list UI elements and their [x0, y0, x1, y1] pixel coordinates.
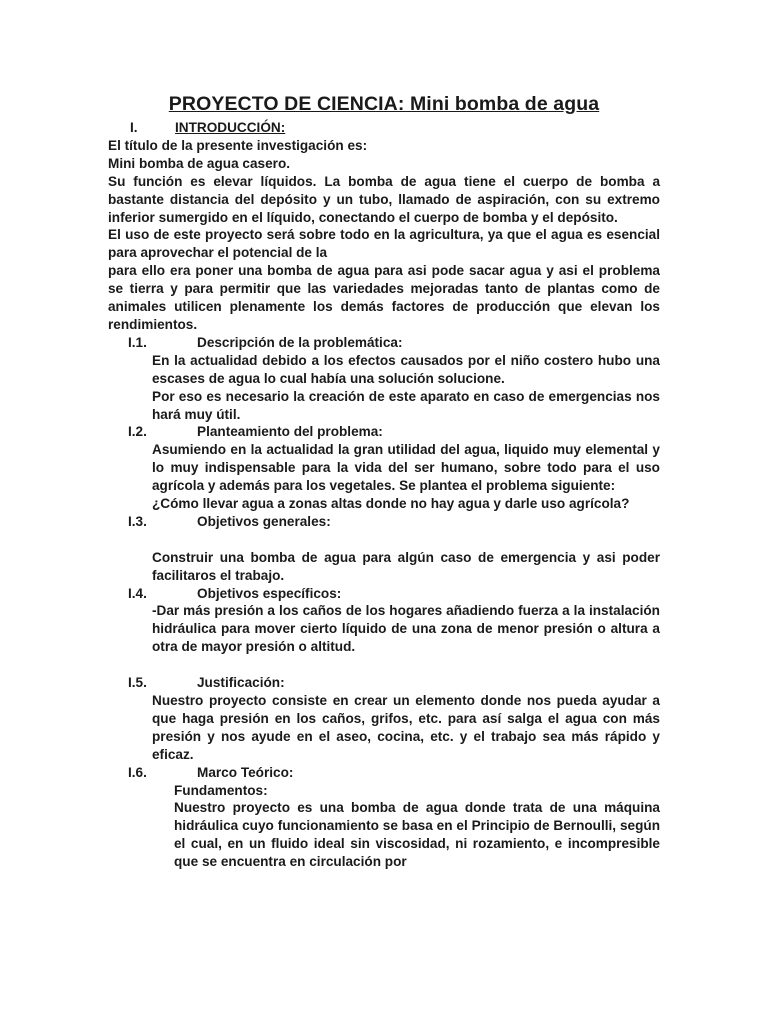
section-number: I.6. — [128, 764, 147, 780]
section-5-heading — [108, 674, 660, 692]
intro-paragraph-3: para ello era poner una bomba de agua para asi pode sacar agua y asi el problema se tierra y para permitir que las variedades mejoradas tanto de plantas como de animales utilicen plenamente los demás factores de producción que elevan los rendimientos. — [108, 263, 660, 332]
section-3-heading — [108, 513, 660, 531]
intro-paragraph-2: El uso de este proyecto será sobre todo en la agricultura, ya que el agua es esencial para aprovechar el potencial de la — [108, 227, 660, 261]
section-3-paragraph-1: Construir una bomba de agua para algún caso de emergencia y asi poder facilitaros el trabajo. — [152, 549, 660, 583]
section-heading: Justificación: — [197, 675, 285, 691]
section-6-heading — [108, 764, 660, 782]
section-1-heading — [108, 334, 660, 352]
section-2-paragraph-1: Asumiendo en la actualidad la gran utilidad del agua, liquido muy elemental y lo muy indispensable para la vida del ser humano, sobre todo para el uso agrícola y además para los vegetales. Se plantea el problema siguiente: — [152, 442, 660, 494]
intro-paragraph-1: Su función es elevar líquidos. La bomba de agua tiene el cuerpo de bomba a bastante distancia del depósito y un tubo, llamado de aspiración, con su extremo inferior sumergido en el líquido, conectando el cuerpo de bomba y el depósito. — [108, 173, 660, 225]
section-heading-part-a: Objetivos — [197, 513, 259, 529]
section-number: I.3. — [128, 513, 147, 529]
section-6-subheading: Fundamentos: — [174, 782, 268, 798]
section-number: I.4. — [128, 585, 147, 601]
intro-line-2: Mini bomba de agua casero. — [108, 155, 291, 171]
section-4-paragraph-1: -Dar más presión a los caños de los hogares añadiendo fuerza a la instalación hidráulica para mover cierto líquido de una zona de menor presión o altura a otra de mayor presión o altitud. — [152, 603, 660, 655]
section-5-paragraph-1: Nuestro proyecto consiste en crear un elemento donde nos pueda ayudar a que haga presión en los caños, grifos, etc. para así salga el agua con más presión y nos ayude en el aseo, cocina, etc. y el trabajo sea más rápido y eficaz. — [152, 692, 660, 762]
intro-line-1: El título de la presente investigación es: — [108, 137, 368, 153]
section-heading — [197, 513, 331, 531]
section-number: I.5. — [128, 675, 147, 691]
section-heading: Planteamiento del problema: — [197, 424, 383, 440]
blank-line — [108, 656, 660, 674]
section-heading: Objetivos específicos: — [197, 585, 342, 601]
section-heading: Descripción de la problemática: — [197, 334, 403, 350]
blank-line — [108, 531, 660, 549]
section-introduccion-heading — [108, 119, 660, 137]
section-2-heading — [108, 423, 660, 441]
section-1-paragraph-2: Por eso es necesario la creación de este aparato en caso de emergencias nos hará muy útil. — [152, 388, 660, 422]
section-heading-part-b: generales: — [258, 513, 331, 529]
section-number: I.2. — [128, 424, 147, 440]
document-title: PROYECTO DE CIENCIA: Mini bomba de agua — [168, 93, 600, 115]
section-1-paragraph-1: En la actualidad debido a los efectos causados por el niño costero hubo una escases de agua lo cual había una solución solucione. — [152, 352, 660, 386]
section-heading: Marco Teórico: — [197, 764, 294, 780]
section-number: I.1. — [128, 334, 147, 350]
section-heading: INTRODUCCIÓN: — [175, 120, 286, 135]
section-6-paragraph-1: Nuestro proyecto es una bomba de agua donde trata de una máquina hidráulica cuyo funcionamiento se basa en el Principio de Bernoulli, según el cual, en un fluido ideal sin viscosidad, ni rozamiento, e incompresible que se encuentra en circulación por — [174, 800, 660, 870]
section-4-heading — [108, 585, 660, 603]
section-2-paragraph-2: ¿Cómo llevar agua a zonas altas donde no hay agua y darle uso agrícola? — [152, 496, 630, 512]
section-number: I. — [130, 120, 138, 135]
